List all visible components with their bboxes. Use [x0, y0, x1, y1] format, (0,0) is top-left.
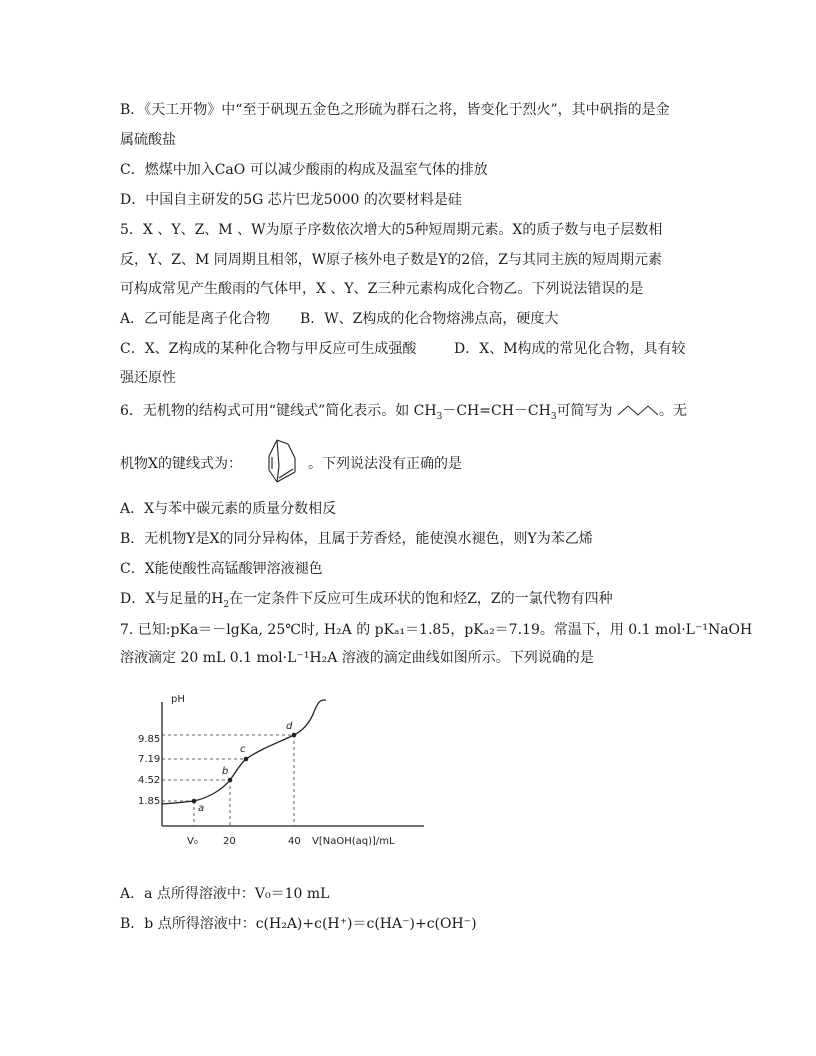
q5-option-a: A．乙可能是离子化合物 — [120, 311, 271, 327]
q6-stem-line2-tail: 。下列说法没有正确的是 — [308, 456, 462, 472]
q7-option-b: B．b 点所得溶液中：c(H₂A)+c(H⁺)＝c(HA⁻)+c(OH⁻) — [120, 916, 477, 932]
q5-option-d-line1: D．X、M构成的常见化合物，具有较 — [454, 341, 686, 357]
x-tick-label: 20 — [223, 836, 236, 847]
subscript: 3 — [436, 411, 443, 422]
q7-stem-line2: 溶液滴定 20 mL 0.1 mol·L⁻¹H₂A 溶液的滴定曲线如图所示。下列说确的是 — [120, 650, 594, 666]
q4-option-c: C．燃煤中加入CaO 可以减少酸雨的构成及温室气体的排放 — [120, 162, 488, 178]
q6-stem-line2 — [120, 454, 242, 474]
q6-stem-text-b: －CH=CH－CH — [442, 403, 551, 419]
q5-stem-line3: 可构成常见产生酸雨的气体甲，X 、Y、Z三种元素构成化合物乙。下列说法错误的是 — [120, 281, 644, 297]
q5-option-d-line2: 强还原性 — [120, 370, 176, 386]
x-tick-label: 40 — [288, 836, 301, 847]
point-c — [244, 757, 249, 762]
point-b — [228, 778, 233, 783]
y-tick-label: 7.19 — [138, 754, 161, 765]
point-c-label: c — [240, 744, 246, 755]
q6-stem-text-c: 可简写为 — [556, 403, 613, 419]
q6-option-d-text-b: 在一定条件下反应可生成环状的饱和烃Z，Z的一氯代物有四种 — [229, 591, 613, 607]
q4-option-b-line2: 属硫酸盐 — [120, 132, 176, 148]
point-b-label: b — [222, 766, 229, 777]
q5-option-b: B．W、Z构成的化合物熔沸点高，硬度大 — [300, 311, 559, 327]
q5-stem-line2: 反，Y、Z、M 同周期且相邻，W原子核外电子数是Y的2倍，Z与其同主族的短周期元素 — [120, 252, 663, 268]
x-tick-label: V₀ — [187, 836, 198, 847]
q7-stem-line1: 7. 已知:pKa＝－lgKa, 25℃时, H₂A 的 pKₐ₁＝1.85，pKₐ₂＝7.19。常温下，用 0.1 mol·L⁻¹NaOH — [120, 622, 753, 638]
butene-skeletal-formula-icon — [617, 403, 659, 419]
q5-option-c: C．X、Z构成的某种化合物与甲反应可生成强酸 — [120, 341, 417, 357]
q6-option-b: B．无机物Y是X的同分异构体，且属于芳香烃，能使溴水褪色，则Y为苯乙烯 — [120, 531, 593, 547]
q6-option-d-text-a: D．X与足量的H — [120, 591, 224, 607]
y-tick-label: 1.85 — [138, 796, 161, 807]
q6-stem-text-e: 机物X的键线式为： — [120, 456, 242, 472]
point-d-label: d — [286, 721, 293, 732]
x-axis-label: V[NaOH(aq)]/mL — [312, 836, 395, 847]
q6-stem-line1 — [120, 401, 687, 427]
point-a-label: a — [198, 803, 205, 814]
q4-option-d: D．中国自主研发的5G 芯片巴龙5000 的次要材料是硅 — [120, 192, 462, 208]
q6-stem-text-a: 6．无机物的结构式可用“键线式”简化表示。如 CH — [120, 403, 437, 419]
point-d — [292, 733, 297, 738]
y-tick-label: 9.85 — [138, 734, 161, 745]
q4-option-b-line1: B．《天工开物》中“至于矾现五金色之形硫为群石之将，皆变化于烈火”，其中矾指的是金 — [120, 102, 670, 118]
titration-curve-chart — [134, 690, 434, 860]
subscript: 3 — [550, 411, 557, 422]
q6-option-c: C．X能使酸性高锰酸钾溶液褪色 — [120, 561, 323, 577]
q5-stem-line1: 5．X 、Y、Z、M 、W为原子序数依次增大的5种短周期元素。X的质子数与电子层数相 — [120, 222, 663, 238]
q6-option-a: A．X与苯中碳元素的质量分数相反 — [120, 501, 337, 517]
y-tick-label: 4.52 — [138, 775, 161, 786]
q6-stem-text-d: 。无 — [659, 403, 688, 419]
bicyclic-compound-x-icon — [255, 436, 307, 486]
q7-option-a: A．a 点所得溶液中：V₀＝10 mL — [120, 886, 330, 902]
y-axis-label: pH — [171, 694, 185, 705]
point-a — [192, 799, 197, 804]
subscript: 2 — [223, 599, 230, 610]
q6-option-d — [120, 589, 613, 615]
